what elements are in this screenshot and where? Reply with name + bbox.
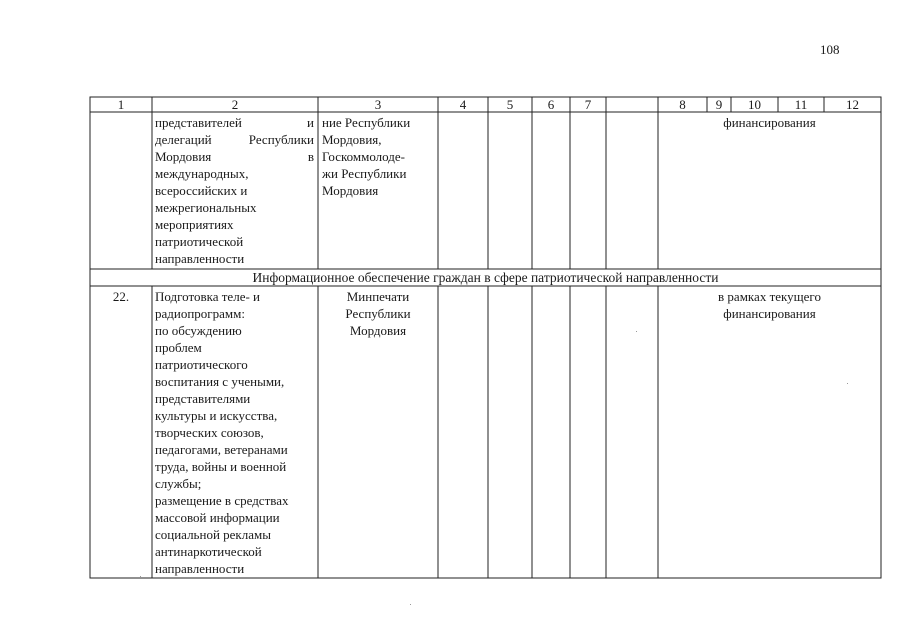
row-22-col2 (155, 288, 314, 577)
header-col-5: 5 (506, 97, 514, 112)
text-line: массовой информации (155, 510, 280, 525)
header-col-6: 6 (547, 97, 555, 112)
text-line: размещение в средствах (155, 493, 289, 508)
text-line: радиопрограмм: (155, 306, 245, 321)
header-col-10: 10 (748, 97, 761, 112)
word: Мордовия (155, 149, 212, 164)
word: представителей (155, 115, 242, 130)
text-line (155, 114, 314, 131)
text-line: антинаркотической (155, 544, 262, 559)
text-line: Госкоммолоде- (322, 149, 405, 164)
word: в (307, 149, 314, 164)
text-line: ние Республики (322, 115, 411, 130)
text-line: международных, (155, 166, 249, 181)
text-line: Мордовия (349, 323, 407, 338)
text-line: воспитания с учеными, (155, 374, 285, 389)
prev-row-col8-12 (658, 114, 881, 131)
text-line: Мордовия, (322, 132, 382, 147)
header-col-1: 1 (117, 97, 125, 112)
row-number: 22. (112, 289, 130, 304)
scan-speck (847, 383, 848, 384)
word: Республики (248, 132, 314, 147)
page-number: 108 (820, 42, 840, 57)
text-line: патриотической (155, 234, 244, 249)
text-line: финансирования (723, 115, 816, 130)
scan-speck (410, 604, 411, 605)
header-col-7: 7 (584, 97, 592, 112)
text-line: финансирования (723, 306, 816, 321)
text-line: в рамках текущего (718, 289, 821, 304)
text-line: межрегиональных (155, 200, 257, 215)
text-line: культуры и искусства, (155, 408, 278, 423)
text-line: Подготовка теле- и (155, 289, 260, 304)
row-22-col3 (318, 288, 438, 339)
text-line: представителями (155, 391, 251, 406)
text-line: социальной рекламы (155, 527, 271, 542)
header-col-8: 8 (679, 97, 686, 112)
text-line: проблем (155, 340, 202, 355)
prev-row-col3 (322, 114, 435, 199)
text-line (155, 131, 314, 148)
text-line: мероприятиях (155, 217, 234, 232)
text-line: Минпечати (346, 289, 410, 304)
word: делегаций (155, 132, 212, 147)
text-line: направленности (155, 561, 245, 576)
prev-row-col2 (155, 114, 314, 267)
text-line: направленности (155, 251, 245, 266)
header-col-12: 12 (846, 97, 859, 112)
header-col-3: 3 (374, 97, 382, 112)
text-line: Мордовия (322, 183, 379, 198)
word: и (307, 115, 314, 130)
text-line: творческих союзов, (155, 425, 264, 440)
text-line (155, 148, 314, 165)
header-col-9: 9 (715, 97, 723, 112)
text-line: всероссийских и (155, 183, 248, 198)
text-line: педагогами, ветеранами (155, 442, 288, 457)
text-line: жи Республики (322, 166, 407, 181)
row-22-col8-12 (658, 288, 881, 322)
text-line: по обсуждению (155, 323, 242, 338)
header-col-2: 2 (231, 97, 239, 112)
scan-speck (140, 576, 141, 577)
text-line: службы; (155, 476, 202, 491)
header-col-4: 4 (459, 97, 467, 112)
section-title: Информационное обеспечение граждан в сфере патриотической направленности (252, 270, 719, 285)
text-line: патриотического (155, 357, 248, 372)
scan-speck (636, 331, 637, 332)
header-col-11: 11 (794, 97, 808, 112)
text-line: труда, войны и военной (155, 459, 287, 474)
text-line: Республики (345, 306, 411, 321)
